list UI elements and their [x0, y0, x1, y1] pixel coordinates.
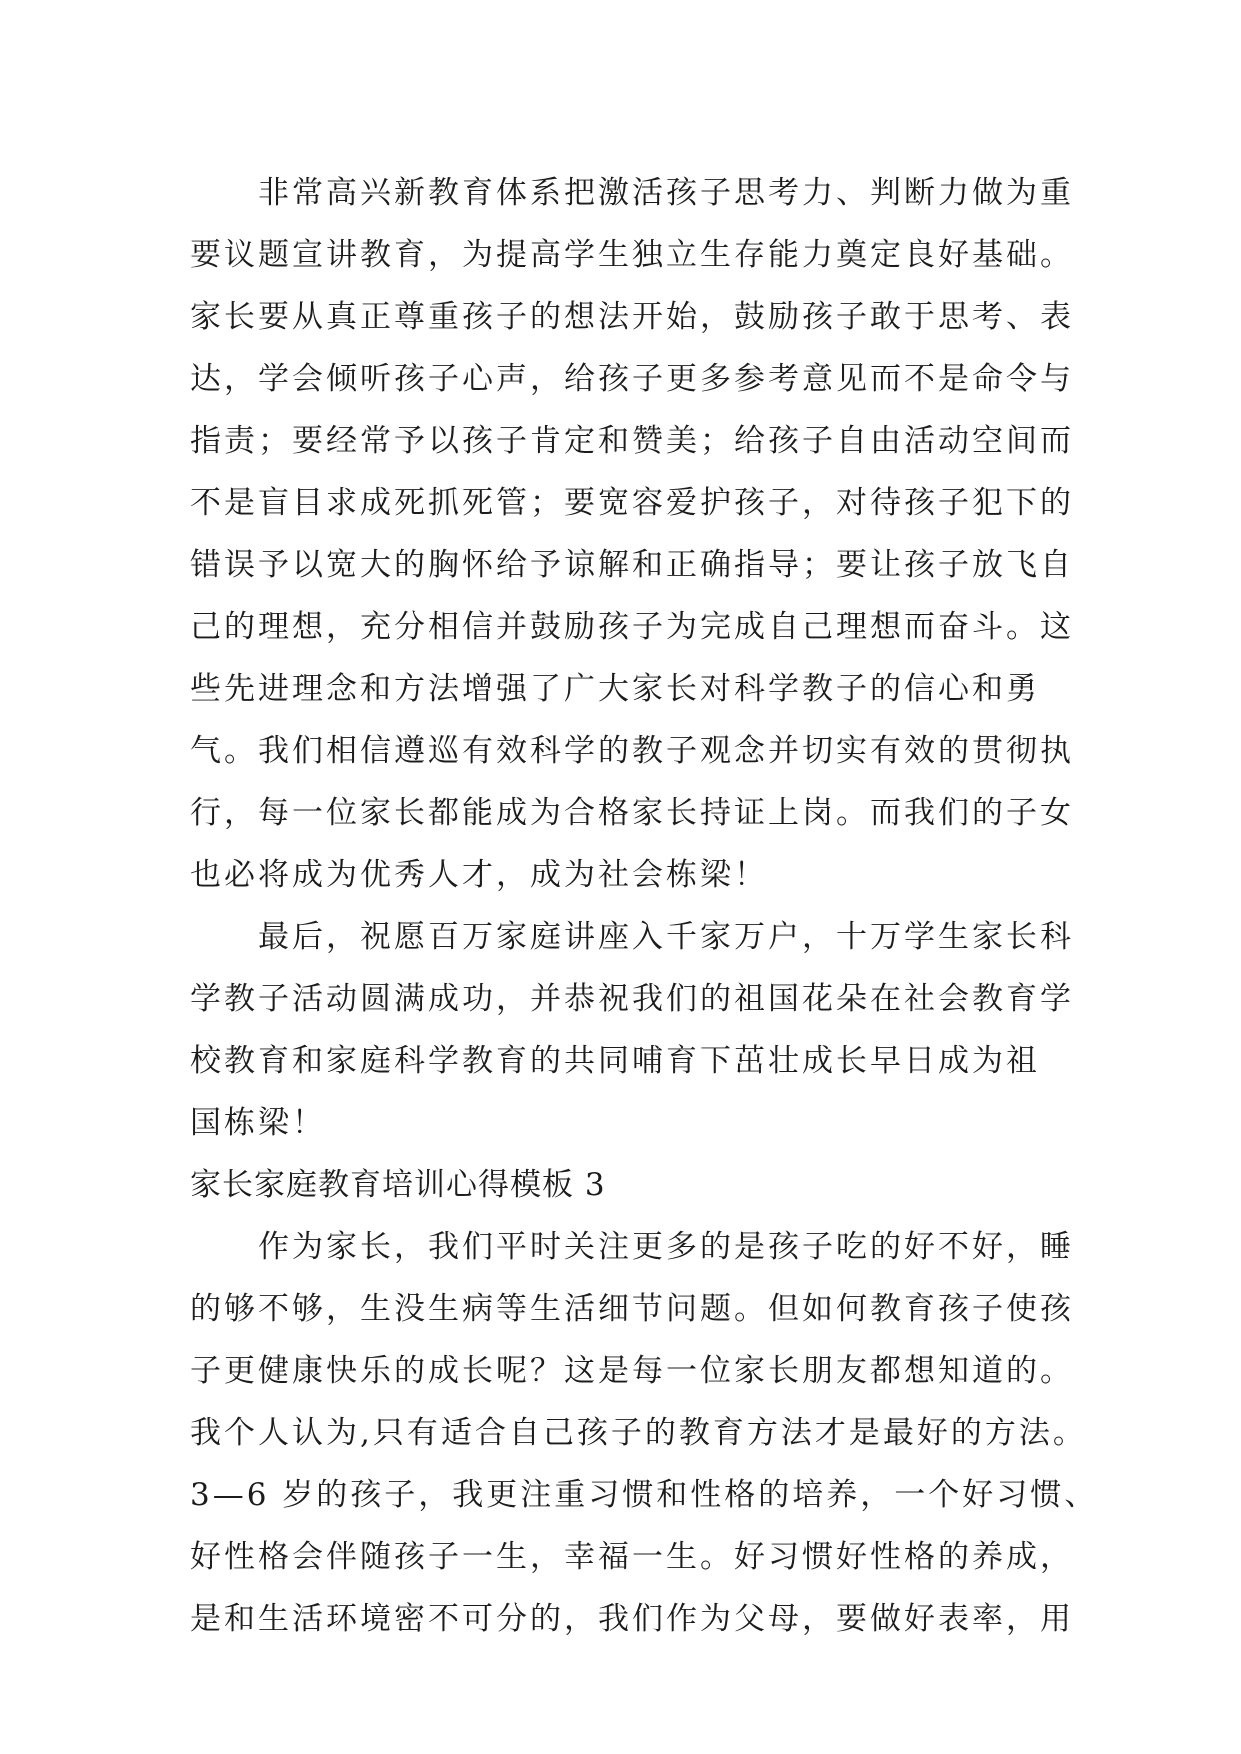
- document-body: [190, 162, 1099, 1650]
- paragraph-line: 子更健康快乐的成长呢？这是每一位家长朋友都想知道的。: [190, 1353, 1074, 1389]
- paragraph-line: 错误予以宽大的胸怀给予谅解和正确指导；要让孩子放飞自: [190, 547, 1074, 583]
- section-heading: 家长家庭教育培训心得模板 3: [190, 1167, 606, 1203]
- paragraph-line: 我个人认为,只有适合自己孩子的教育方法才是最好的方法。: [190, 1415, 1087, 1451]
- paragraph-line: 也必将成为优秀人才，成为社会栋梁！: [190, 857, 768, 893]
- paragraph-line: 达，学会倾听孩子心声，给孩子更多参考意见而不是命令与: [190, 361, 1074, 397]
- paragraph-line: 些先进理念和方法增强了广大家长对科学教子的信心和勇: [190, 671, 1040, 707]
- paragraph-line: 最后，祝愿百万家庭讲座入千家万户，十万学生家长科: [258, 919, 1074, 955]
- paragraph-line: 校教育和家庭科学教育的共同哺育下茁壮成长早日成为祖: [190, 1043, 1040, 1079]
- paragraph-line: 是和生活环境密不可分的，我们作为父母，要做好表率，用: [190, 1601, 1074, 1637]
- paragraph-line: 己的理想，充分相信并鼓励孩子为完成自己理想而奋斗。这: [190, 609, 1074, 645]
- paragraph-line: 3—6 岁的孩子，我更注重习惯和性格的培养，一个好习惯、: [190, 1477, 1099, 1513]
- paragraph-line: 指责；要经常予以孩子肯定和赞美；给孩子自由活动空间而: [190, 423, 1074, 459]
- paragraph-line: 不是盲目求成死抓死管；要宽容爱护孩子，对待孩子犯下的: [190, 485, 1074, 521]
- paragraph-line: 行，每一位家长都能成为合格家长持证上岗。而我们的子女: [190, 795, 1074, 831]
- paragraph-line: 非常高兴新教育体系把激活孩子思考力、判断力做为重: [258, 175, 1074, 211]
- paragraph-line: 好性格会伴随孩子一生，幸福一生。好习惯好性格的养成，: [190, 1539, 1074, 1575]
- paragraph-line: 作为家长，我们平时关注更多的是孩子吃的好不好，睡: [258, 1229, 1074, 1265]
- paragraph-line: 要议题宣讲教育，为提高学生独立生存能力奠定良好基础。: [190, 237, 1074, 273]
- paragraph-line: 家长要从真正尊重孩子的想法开始，鼓励孩子敢于思考、表: [190, 299, 1074, 335]
- paragraph-line: 的够不够，生没生病等生活细节问题。但如何教育孩子使孩: [190, 1291, 1074, 1327]
- paragraph-line: 气。我们相信遵巡有效科学的教子观念并切实有效的贯彻执: [190, 733, 1074, 769]
- paragraph-line: 学教子活动圆满成功，并恭祝我们的祖国花朵在社会教育学: [190, 981, 1074, 1017]
- paragraph-line: 国栋梁！: [190, 1105, 326, 1141]
